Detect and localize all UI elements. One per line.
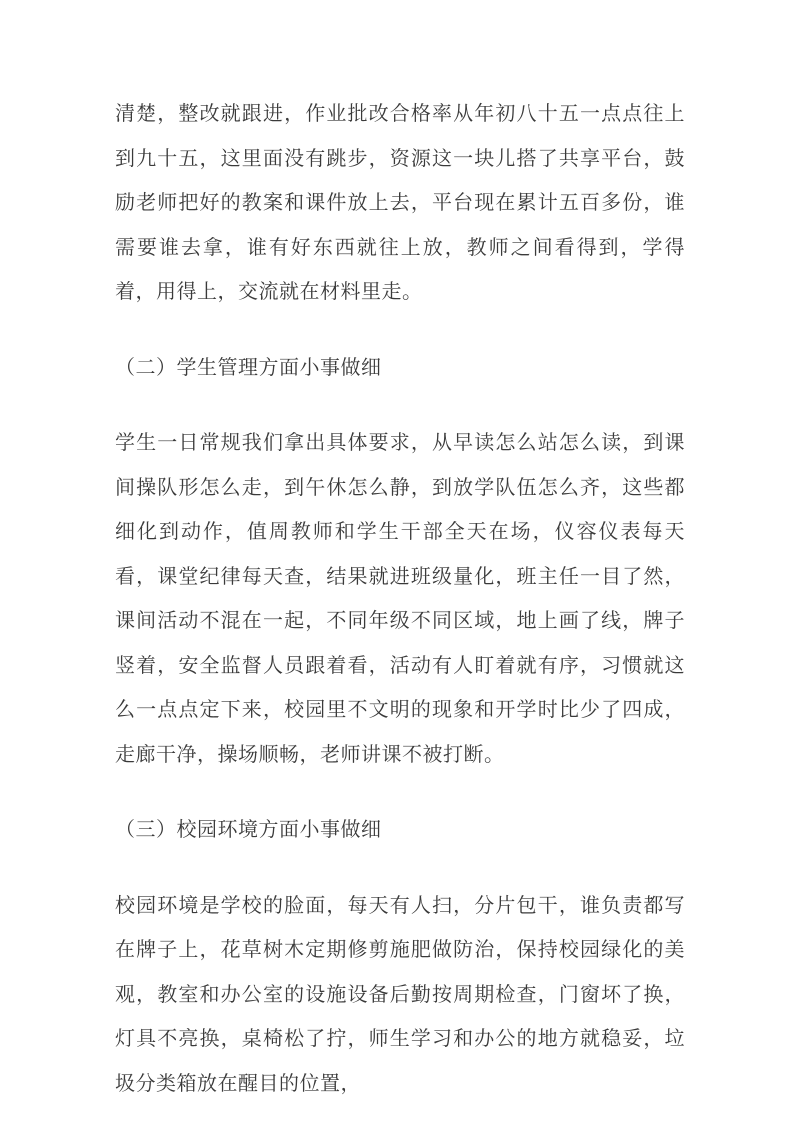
paragraph-student-management: 学生一日常规我们拿出具体要求，从早读怎么站怎么读，到课间操队形怎么走，到午休怎么静，到放学队伍怎么齐，这些都细化到动作，值周教师和学生干部全天在场，仪容仪表每天看，课堂纪律每天查，结果就进班级量化，班主任一目了然，课间活动不混在一起，不同年级不同区域，地上画了线，牌子竖着，安全监督人员跟着看，活动有人盯着就有序，习惯就这么一点点定下来，校园里不文明的现象和开学时比少了四成，走廊干净，操场顺畅，老师讲课不被打断。: [115, 432, 685, 766]
paragraph-teaching-continuation: 清楚，整改就跟进，作业批改合格率从年初八十五一点点往上到九十五，这里面没有跳步，资源这一块儿搭了共享平台，鼓励老师把好的教案和课件放上去，平台现在累计五百多份，谁需要谁去拿，谁有好东西就往上放，教师之间看得到，学得着，用得上，交流就在材料里走。: [115, 103, 685, 303]
section-heading-campus-environment: （三）校园环境方面小事做细: [115, 819, 382, 841]
section-heading-student-management: （二）学生管理方面小事做细: [115, 356, 382, 379]
paragraph-campus-environment: 校园环境是学校的脸面，每天有人扫，分片包干，谁负责都写在牌子上，花草树木定期修剪施肥做防治，保持校园绿化的美观，教室和办公室的设施设备后勤按周期检查，门窗坏了换，灯具不亮换，桌椅松了拧，师生学习和办公的地方就稳妥，垃圾分类箱放在醒目的位置，: [115, 894, 685, 1095]
